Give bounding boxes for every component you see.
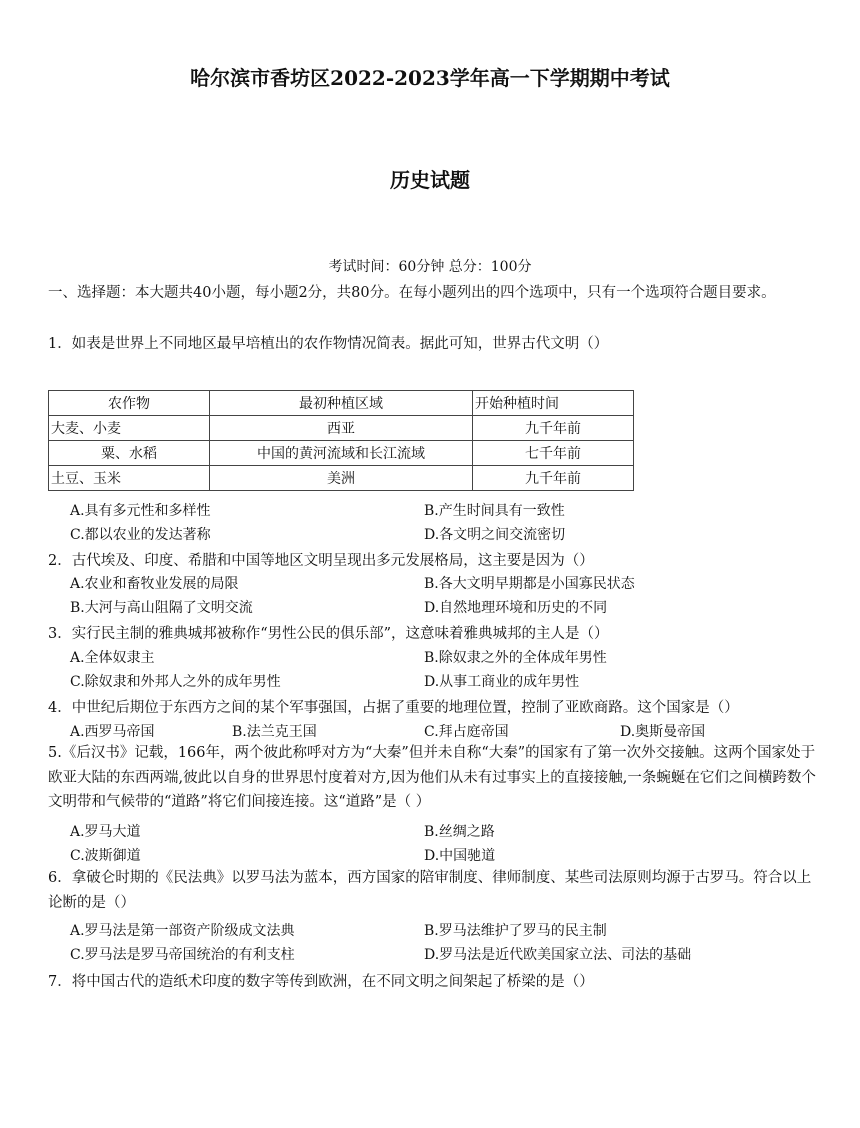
option-d: D.罗马法是近代欧美国家立法、司法的基础 — [424, 947, 692, 963]
question-4-stem: 4．中世纪后期位于东西方之间的某个军事强国，占据了重要的地理位置，控制了亚欧商路。这个国家是（） — [48, 700, 739, 716]
table-cell: 九千年前 — [473, 416, 634, 441]
option-c: C.都以农业的发达著称 — [70, 527, 211, 543]
table-header-cell: 开始种植时间 — [473, 391, 634, 416]
option-b: B.丝绸之路 — [424, 824, 495, 840]
table-cell: 九千年前 — [473, 466, 634, 491]
option-d: D.中国驰道 — [424, 848, 496, 864]
question-3-stem: 3．实行民主制的雅典城邦被称作“男性公民的俱乐部”，这意味着雅典城邦的主人是（） — [48, 626, 609, 642]
crop-table — [48, 390, 634, 491]
table-cell: 西亚 — [210, 416, 473, 441]
option-d: D.自然地理环境和历史的不同 — [424, 600, 608, 616]
option-b: B.除奴隶之外的全体成年男性 — [424, 650, 607, 666]
table-cell: 大麦、小麦 — [49, 416, 210, 441]
table-header-row — [49, 391, 634, 416]
question-5-stem: 5.《后汉书》记载，166年，两个彼此称呼对方为“大秦”但并未自称“大秦”的国家有了第一次外交接触。这两个国家处于欧亚大陆的东西两端,彼此以自身的世界思忖度着对方,因为他们从未有过事实上的直接接触,一条蜿蜒在它们之间横跨数个文明带和气候带的“道路”将它们间接连接。这“道路”是（ ） — [48, 745, 816, 810]
question-6-stem: 6．拿破仑时期的《民法典》以罗马法为蓝本，西方国家的陪审制度、律师制度、某些司法原则均源于古罗马。符合以上论断的是（） — [48, 870, 812, 911]
exam-title: 哈尔滨市香坊区2022-2023学年高一下学期期中考试 — [190, 66, 670, 90]
table-row — [49, 466, 634, 491]
table-cell: 土豆、玉米 — [49, 466, 210, 491]
option-a: A.罗马大道 — [70, 824, 141, 840]
option-a: A.西罗马帝国 — [70, 724, 155, 740]
option-a: A.农业和畜牧业发展的局限 — [70, 576, 239, 592]
option-b: B.产生时间具有一致性 — [424, 503, 565, 519]
question-1-stem: 1．如表是世界上不同地区最早培植出的农作物情况简表。据此可知，世界古代文明（） — [48, 336, 609, 352]
section-intro: 一、选择题：本大题共40小题，每小题2分，共80分。在每小题列出的四个选项中，只有一个选项符合题目要求。 — [48, 285, 776, 301]
table-row — [49, 416, 634, 441]
option-b: B.罗马法维护了罗马的民主制 — [424, 923, 607, 939]
option-d: D.各文明之间交流密切 — [424, 527, 566, 543]
option-b: B.法兰克王国 — [232, 724, 317, 740]
option-a: A.罗马法是第一部资产阶级成文法典 — [70, 923, 295, 939]
table-cell: 美洲 — [210, 466, 473, 491]
option-c: C.拜占庭帝国 — [424, 724, 509, 740]
option-c: B.大河与高山阻隔了文明交流 — [70, 600, 253, 616]
option-c: C.罗马法是罗马帝国统治的有利支柱 — [70, 947, 295, 963]
option-a: A.具有多元性和多样性 — [70, 503, 211, 519]
question-7-stem: 7．将中国古代的造纸术印度的数字等传到欧洲，在不同文明之间架起了桥梁的是（） — [48, 974, 594, 990]
option-a: A.全体奴隶主 — [70, 650, 155, 666]
option-d: D.从事工商业的成年男性 — [424, 674, 580, 690]
table-cell: 中国的黄河流域和长江流域 — [210, 441, 473, 466]
table-cell: 粟、水稻 — [49, 441, 210, 466]
table-header-cell: 农作物 — [49, 391, 210, 416]
option-b: B.各大文明早期都是小国寡民状态 — [424, 576, 635, 592]
table-row — [49, 441, 634, 466]
table-cell: 七千年前 — [473, 441, 634, 466]
question-2-stem: 2．古代埃及、印度、希腊和中国等地区文明呈现出多元发展格局，这主要是因为（） — [48, 553, 594, 569]
exam-meta: 考试时间：60分钟 总分：100分 — [328, 259, 532, 275]
table-header-cell: 最初种植区域 — [210, 391, 473, 416]
option-c: C.除奴隶和外邦人之外的成年男性 — [70, 674, 281, 690]
exam-subtitle: 历史试题 — [390, 168, 470, 192]
option-c: C.波斯御道 — [70, 848, 141, 864]
option-d: D.奥斯曼帝国 — [620, 724, 706, 740]
